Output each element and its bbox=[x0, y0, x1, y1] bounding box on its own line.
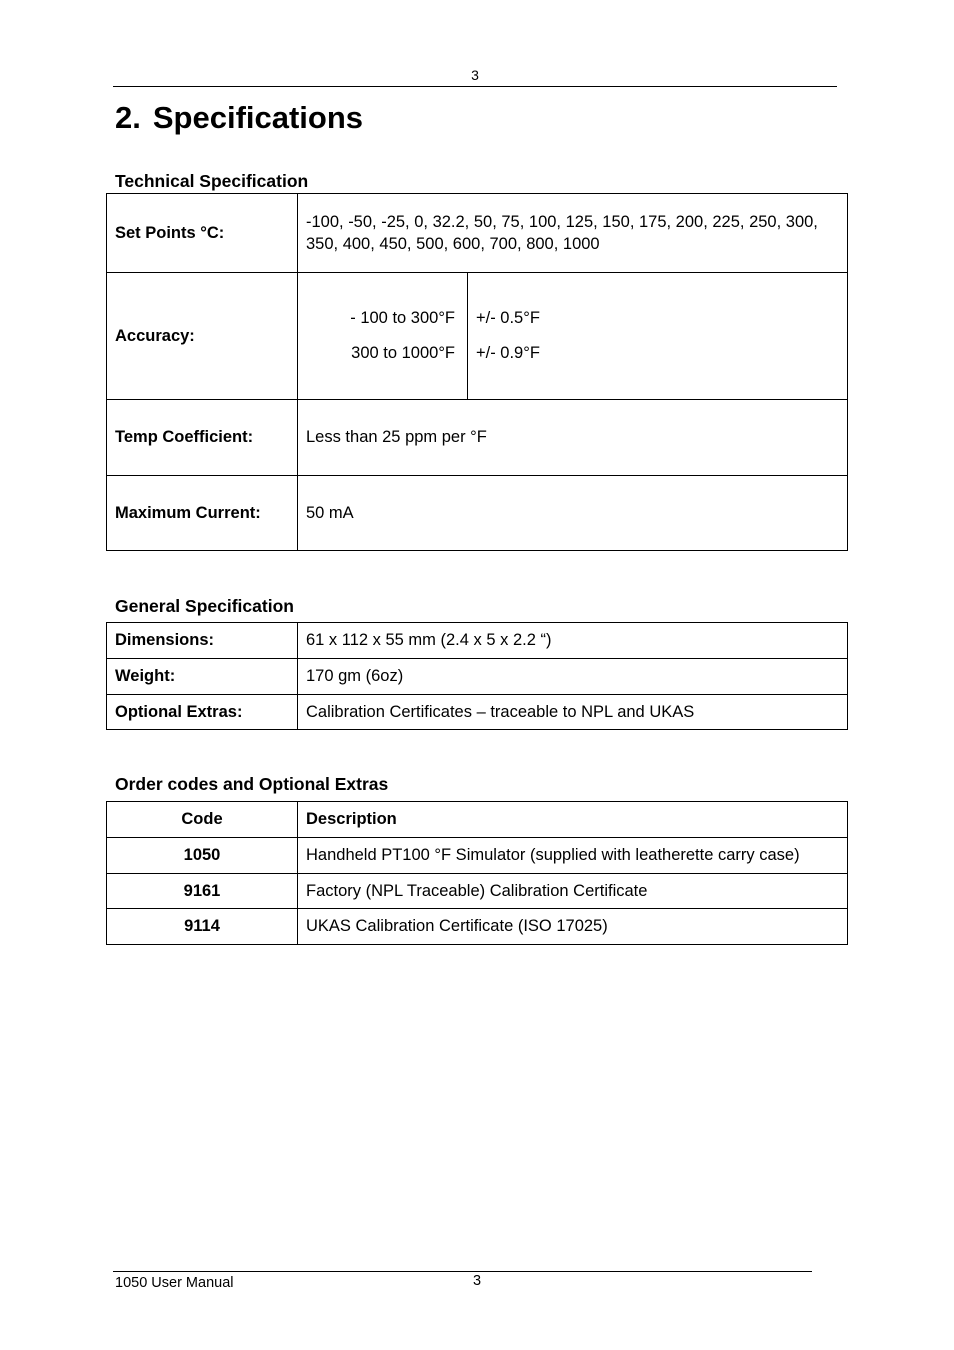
footer-rule bbox=[113, 1271, 812, 1272]
weight-value: 170 gm (6oz) bbox=[298, 659, 848, 695]
set-points-label: Set Points °C: bbox=[107, 194, 298, 273]
table-row bbox=[107, 194, 848, 273]
order-code: 9161 bbox=[107, 874, 298, 909]
page-title bbox=[115, 100, 363, 136]
set-points-value: -100, -50, -25, 0, 32.2, 50, 75, 100, 125, 150, 175, 200, 225, 250, 300, 350, 400, 450, 500, 600, 700, 800, 1000 bbox=[298, 194, 848, 273]
header-page-number: 3 bbox=[471, 67, 479, 83]
accuracy-ranges bbox=[298, 273, 468, 399]
dimensions-label: Dimensions: bbox=[107, 623, 298, 659]
general-spec-title: General Specification bbox=[115, 596, 294, 616]
table-row bbox=[107, 659, 848, 695]
max-current-label: Maximum Current: bbox=[107, 476, 298, 551]
accuracy-range-2: 300 to 1000°F bbox=[351, 344, 455, 362]
section-number: 2. bbox=[115, 100, 141, 135]
temp-coefficient-label: Temp Coefficient: bbox=[107, 400, 298, 476]
order-codes-title: Order codes and Optional Extras bbox=[115, 774, 389, 794]
order-code: 9114 bbox=[107, 909, 298, 945]
order-description: UKAS Calibration Certificate (ISO 17025) bbox=[298, 909, 848, 945]
accuracy-values bbox=[468, 273, 847, 399]
table-row bbox=[107, 695, 848, 730]
table-row bbox=[107, 838, 848, 874]
footer-manual-title: 1050 User Manual bbox=[115, 1275, 234, 1291]
table-row bbox=[107, 273, 848, 400]
optional-extras-label: Optional Extras: bbox=[107, 695, 298, 730]
weight-label: Weight: bbox=[107, 659, 298, 695]
technical-spec-title: Technical Specification bbox=[115, 171, 309, 191]
accuracy-value-2: +/- 0.9°F bbox=[476, 344, 540, 362]
section-title: Specifications bbox=[152, 100, 364, 135]
technical-spec-table bbox=[106, 193, 848, 551]
header-rule bbox=[113, 86, 837, 87]
optional-extras-value: Calibration Certificates – traceable to NPL and UKAS bbox=[298, 695, 848, 730]
accuracy-cell bbox=[298, 273, 848, 400]
general-spec-table bbox=[106, 622, 848, 730]
description-header: Description bbox=[298, 802, 848, 838]
order-code: 1050 bbox=[107, 838, 298, 874]
table-row bbox=[107, 909, 848, 945]
accuracy-label: Accuracy: bbox=[107, 273, 298, 400]
table-row bbox=[107, 476, 848, 551]
table-row bbox=[107, 874, 848, 909]
order-codes-table bbox=[106, 801, 848, 945]
table-header-row bbox=[107, 802, 848, 838]
footer-page-number: 3 bbox=[472, 1273, 482, 1289]
order-description: Handheld PT100 °F Simulator (supplied with leatherette carry case) bbox=[298, 838, 848, 874]
table-row bbox=[107, 623, 848, 659]
max-current-value: 50 mA bbox=[298, 476, 848, 551]
temp-coefficient-value: Less than 25 ppm per °F bbox=[298, 400, 848, 476]
order-description: Factory (NPL Traceable) Calibration Certificate bbox=[298, 874, 848, 909]
accuracy-value-1: +/- 0.5°F bbox=[476, 309, 540, 327]
dimensions-value: 61 x 112 x 55 mm (2.4 x 5 x 2.2 “) bbox=[298, 623, 848, 659]
code-header: Code bbox=[107, 802, 298, 838]
table-row bbox=[107, 400, 848, 476]
accuracy-range-1: - 100 to 300°F bbox=[350, 309, 455, 327]
